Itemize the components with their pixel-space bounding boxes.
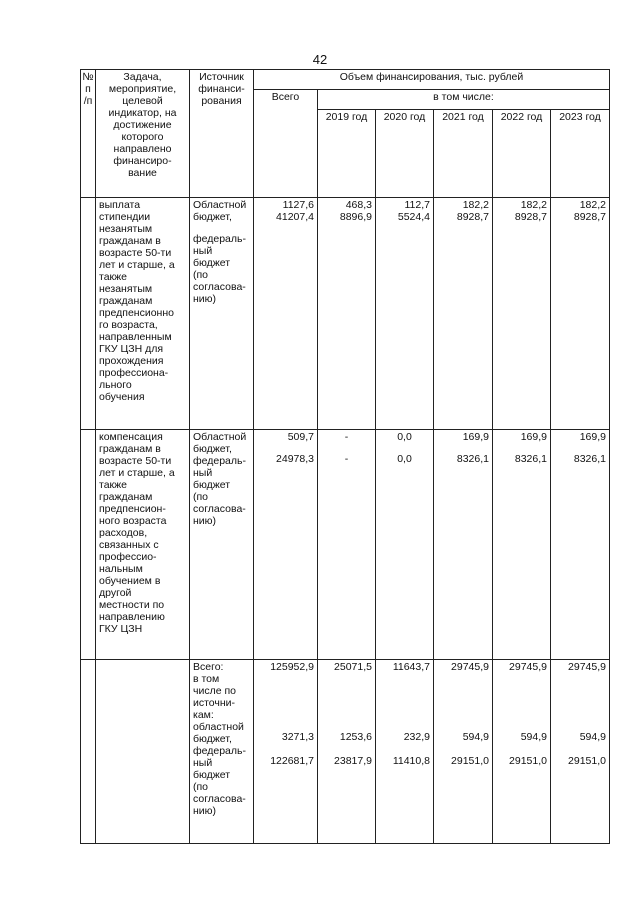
- value-federal: 29151,0: [509, 755, 547, 767]
- value-regional: 594,9: [579, 731, 606, 743]
- cell-2020: [376, 430, 434, 660]
- value-federal: 122681,7: [270, 755, 314, 767]
- value-regional: -: [344, 431, 349, 443]
- table-row-totals: [81, 660, 610, 844]
- financing-table: [80, 69, 610, 844]
- value-sum: 29745,9: [509, 661, 547, 673]
- cell-2023: [551, 660, 610, 844]
- row-task: компенсация гражданам в возрасте 50-ти лет и старше, а также гражданам предпенсион- ного возраста расходов, связанных с профессио- нальным обучением в другой местности по направлению ГКУ ЦЗН: [96, 430, 190, 660]
- cell-2021: 182,2 8928,7: [434, 198, 493, 430]
- row-num: [81, 430, 96, 660]
- header-year-2019: 2019 год: [318, 110, 376, 198]
- value-federal: 8326,1: [514, 453, 547, 465]
- header-source: Источник финанси- рования: [190, 70, 254, 198]
- row-num: [81, 660, 96, 844]
- value-federal: 8326,1: [573, 453, 606, 465]
- header-year-2021: 2021 год: [434, 110, 493, 198]
- value-federal: 0,0: [397, 453, 412, 465]
- cell-2019: [318, 430, 376, 660]
- cell-2023: 182,2 8928,7: [551, 198, 610, 430]
- cell-2022: [493, 660, 551, 844]
- header-volume: Объем финансирования, тыс. рублей: [254, 70, 610, 90]
- header-task: Задача, мероприятие, целевой индикатор, на достижение которого направлено финансиро- вание: [96, 70, 190, 198]
- table-row: [81, 430, 610, 660]
- cell-2021: [434, 430, 493, 660]
- row-task: [96, 660, 190, 844]
- value-regional: 169,9: [579, 431, 606, 443]
- source-regional: областной бюджет,: [193, 721, 244, 745]
- cell-2022: [493, 430, 551, 660]
- value-sum: 25071,5: [334, 661, 372, 673]
- header-year-2022: 2022 год: [493, 110, 551, 198]
- header-year-2020: 2020 год: [376, 110, 434, 198]
- value-regional: 0,0: [397, 431, 412, 443]
- cell-2019: [318, 660, 376, 844]
- value-federal: -: [344, 453, 349, 465]
- cell-total: 1127,6 41207,4: [254, 198, 318, 430]
- value-regional: 509,7: [287, 431, 314, 443]
- table-row: [81, 198, 610, 430]
- row-task: выплата стипендии незанятым гражданам в возрасте 50-ти лет и старше, а также незанятым гражданам предпенсионно го возраста, направленным ГКУ ЦЗН для прохождения профессиона- льного обучения: [96, 198, 190, 430]
- cell-2021: [434, 660, 493, 844]
- value-federal: 8326,1: [456, 453, 489, 465]
- header-including: в том числе:: [318, 90, 610, 110]
- value-sum: 125952,9: [270, 661, 314, 673]
- cell-total: [254, 430, 318, 660]
- value-regional: 594,9: [462, 731, 489, 743]
- value-sum: 29745,9: [451, 661, 489, 673]
- cell-2023: [551, 430, 610, 660]
- row-source: Областной бюджет, федераль- ный бюджет (по согласова- нию): [190, 430, 254, 660]
- value-federal: 29151,0: [568, 755, 606, 767]
- source-regional: Областной бюджет,: [193, 199, 247, 223]
- cell-total: [254, 660, 318, 844]
- row-num: [81, 198, 96, 430]
- row-source: [190, 660, 254, 844]
- value-regional: 232,9: [403, 731, 430, 743]
- cell-2020: 112,7 5524,4: [376, 198, 434, 430]
- value-federal: 23817,9: [334, 755, 372, 767]
- source-federal: федераль- ный бюджет (по согласова- нию): [193, 745, 246, 817]
- row-source: [190, 198, 254, 430]
- source-total: Всего: в том числе по источни- кам:: [193, 661, 236, 721]
- cell-2020: [376, 660, 434, 844]
- value-regional: 594,9: [520, 731, 547, 743]
- source-federal: федераль- ный бюджет (по согласова- нию): [193, 233, 246, 305]
- value-federal: 11410,8: [392, 755, 430, 767]
- header-num: № п /п: [81, 70, 96, 198]
- value-sum: 29745,9: [568, 661, 606, 673]
- header-year-2023: 2023 год: [551, 110, 610, 198]
- value-regional: 3271,3: [281, 731, 314, 743]
- header-total: Всего: [254, 90, 318, 198]
- cell-2022: 182,2 8928,7: [493, 198, 551, 430]
- value-regional: 169,9: [520, 431, 547, 443]
- cell-2019: 468,3 8896,9: [318, 198, 376, 430]
- value-sum: 11643,7: [392, 661, 430, 673]
- value-regional: 1253,6: [339, 731, 372, 743]
- value-regional: 169,9: [462, 431, 489, 443]
- page-number: 42: [312, 52, 328, 67]
- value-federal: 29151,0: [451, 755, 489, 767]
- value-federal: 24978,3: [276, 453, 314, 465]
